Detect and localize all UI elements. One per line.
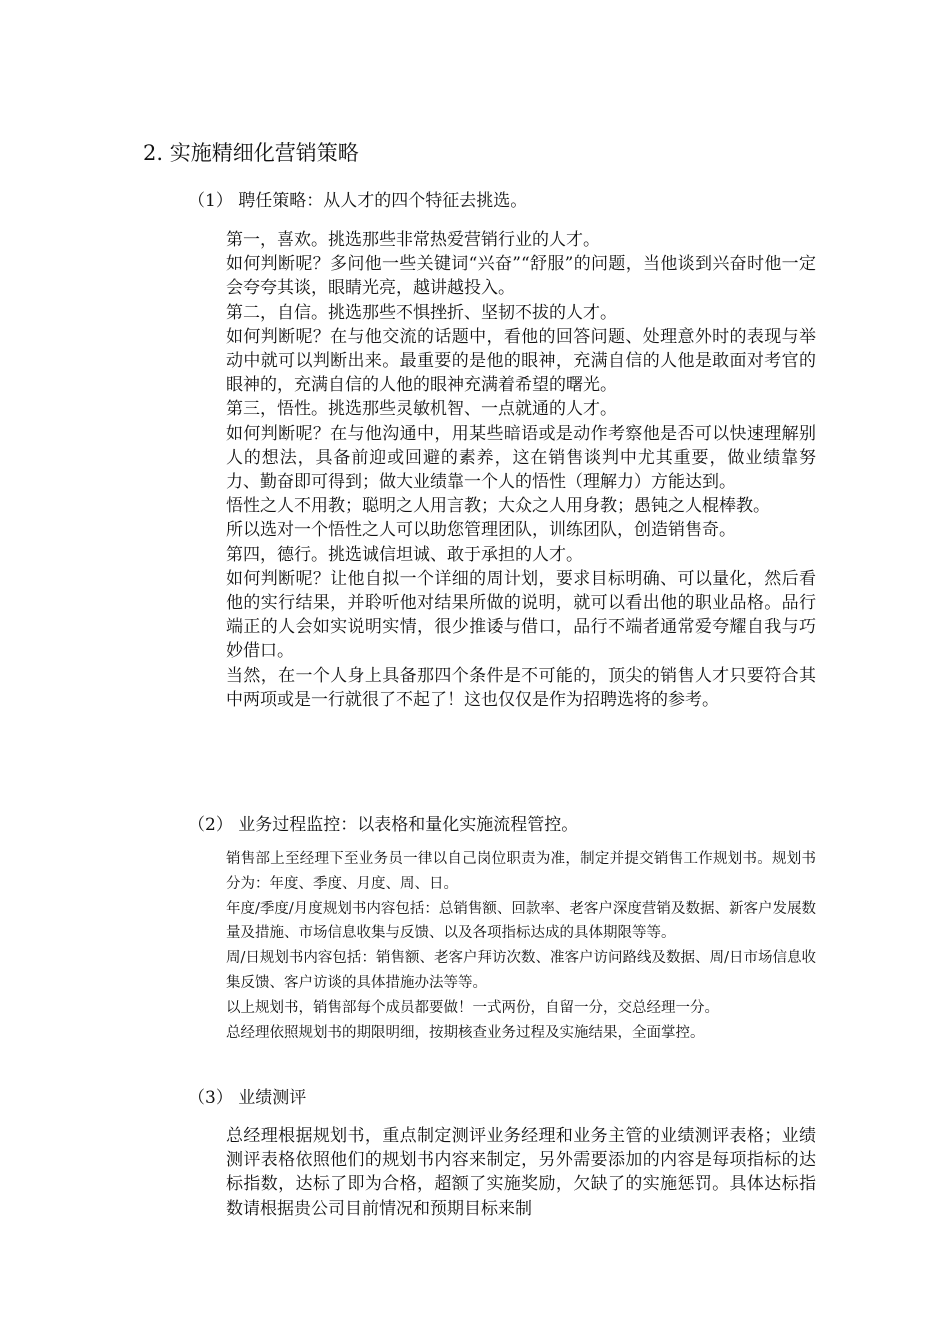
paragraph: 第二，自信。挑选那些不惧挫折、坚韧不拔的人才。 — [226, 302, 617, 323]
paragraph: 如何判断呢？多问他一些关键词“兴奋”“舒服”的问题，当他谈到兴奋时他一定会夸夸其谈，眼睛光亮，越讲越投入。 — [226, 254, 816, 299]
process-monitoring-body — [226, 847, 816, 1045]
paragraph: 第四，德行。挑选诚信坦诚、敢于承担的人才。 — [226, 544, 583, 565]
paragraph: 如何判断呢？在与他沟通中，用某些暗语或是动作考察他是否可以快速理解别人的想法，具备前迎或回避的素养，这在销售谈判中尤其重要，做业绩靠努力、勤奋即可得到；做大业绩靠一个人的悟性（理解力）方能达到。 — [226, 423, 816, 493]
subsection-title-performance-evaluation: （3） 业绩测评 — [188, 1088, 307, 1108]
paragraph: 所以选对一个悟性之人可以助您管理团队，训练团队，创造销售奇。 — [226, 520, 736, 541]
paragraph: 总经理依照规划书的期限明细，按期核查业务过程及实施结果，全面掌控。 — [226, 1024, 705, 1041]
paragraph: 销售部上至经理下至业务员一律以自己岗位职责为准，制定并提交销售工作规划书。规划书分为：年度、季度、月度、周、日。 — [226, 851, 816, 892]
paragraph: 年度/季度/月度规划书内容包括：总销售额、回款率、老客户深度营销及数据、新客户发展数量及措施、市场信息收集与反馈、以及各项指标达成的具体期限等等。 — [226, 900, 816, 942]
subsection-title-recruitment: （1） 聘任策略：从人才的四个特征去挑选。 — [188, 191, 528, 211]
paragraph: 周/日规划书内容包括：销售额、老客户拜访次数、准客户访问路线及数据、周/日市场信息收集反馈、客户访谈的具体措施办法等等。 — [226, 950, 816, 991]
performance-evaluation-body — [226, 1124, 816, 1221]
recruitment-body — [226, 228, 816, 712]
subsection-title-process-monitoring: （2） 业务过程监控：以表格和量化实施流程管控。 — [188, 815, 579, 835]
paragraph: 以上规划书，销售部每个成员都要做！一式两份，自留一分，交总经理一分。 — [226, 999, 719, 1016]
paragraph: 当然，在一个人身上具备那四个条件是不可能的，顶尖的销售人才只要符合其中两项或是一行就很了不起了！这也仅仅是作为招聘选将的参考。 — [226, 665, 816, 710]
section-heading: 2. 实施精细化营销策略 — [143, 141, 359, 165]
paragraph: 如何判断呢？让他自拟一个详细的周计划，要求目标明确、可以量化，然后看他的实行结果，并聆听他对结果所做的说明，就可以看出他的职业品格。品行端正的人会如实说明实情，很少推诿与借口，品行不端者通常爱夸耀自我与巧妙借口。 — [226, 568, 816, 662]
paragraph: 如何判断呢？在与他交流的话题中，看他的回答问题、处理意外时的表现与举动中就可以判断出来。最重要的是他的眼神，充满自信的人他是敢面对考官的眼神的，充满自信的人他的眼神充满着希望的曙光。 — [226, 326, 816, 396]
paragraph: 总经理根据规划书，重点制定测评业务经理和业务主管的业绩测评表格；业绩测评表格依照他们的规划书内容来制定，另外需要添加的内容是每项指标的达标指数，达标了即为合格，超额了实施奖励，欠缺了的实施惩罚。具体达标指数请根据贵公司目前情况和预期目标来制 — [226, 1126, 816, 1219]
paragraph: 第三，悟性。挑选那些灵敏机智、一点就通的人才。 — [226, 399, 617, 420]
paragraph: 第一，喜欢。挑选那些非常热爱营销行业的人才。 — [226, 230, 600, 250]
paragraph: 悟性之人不用教；聪明之人用言教；大众之人用身教；愚钝之人棍棒教。 — [226, 496, 770, 517]
